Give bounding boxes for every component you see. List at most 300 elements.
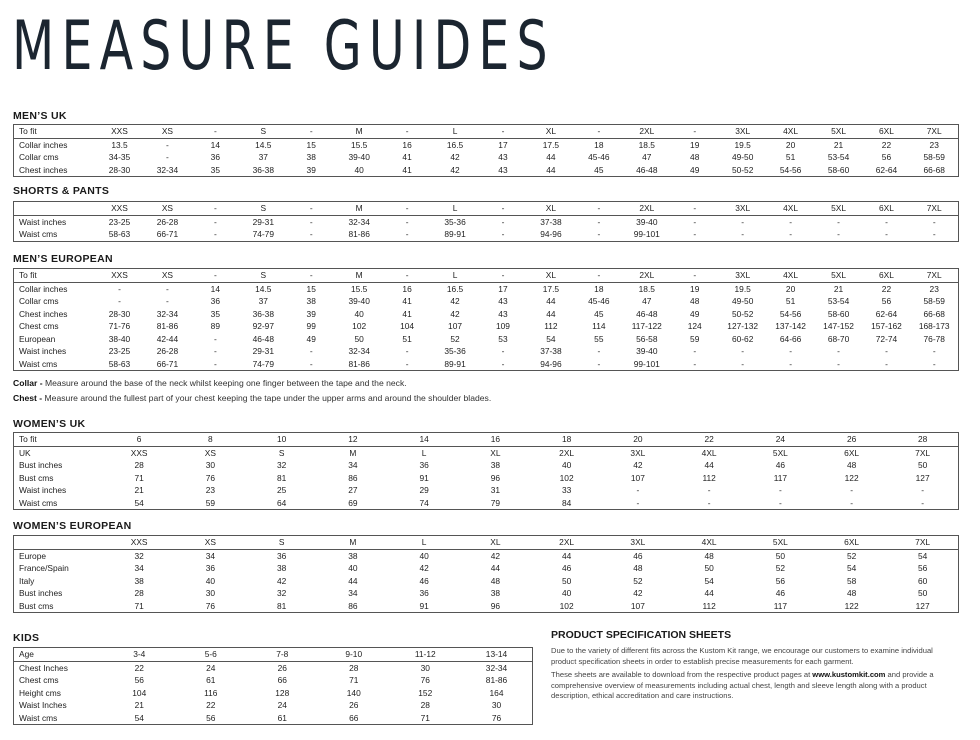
table-cell: 28	[134, 588, 144, 598]
table-cell: 34	[134, 563, 144, 573]
table-cell: 29	[419, 485, 429, 495]
table-cell: 122	[844, 600, 859, 611]
row-label: Waist cms	[19, 229, 58, 239]
table-cell: 38	[348, 550, 358, 561]
table-cell: 17.5	[542, 139, 560, 150]
table-cell: 2XL	[531, 536, 602, 550]
table-cell: 5XL	[815, 202, 863, 216]
table-cell: 3-4	[104, 648, 176, 662]
table-cell: 44	[348, 575, 358, 586]
table-cell: -	[191, 202, 239, 216]
table-cell: 66-71	[156, 358, 179, 369]
table-cell: 69	[348, 497, 358, 508]
table-cell: -	[405, 229, 409, 239]
row-label: Waist inches	[19, 216, 67, 227]
table-cell: -	[707, 497, 711, 508]
table-cell: -	[741, 229, 745, 239]
table-cell: -	[501, 229, 505, 239]
table-cell: 42	[450, 164, 460, 175]
table-cell: 38	[276, 563, 287, 573]
table-cell: 15.5	[351, 139, 368, 150]
table-cell: 45	[594, 164, 604, 175]
table-cell: 46	[775, 588, 786, 598]
table-cell: 117	[773, 472, 788, 483]
table-cell: -	[287, 269, 335, 283]
table-cell: 117	[773, 600, 788, 611]
table-cell: 76	[205, 600, 216, 611]
website-link[interactable]: www.kustomkit.com	[812, 670, 886, 679]
table-cell: -	[383, 202, 431, 216]
table-cell: -	[885, 346, 888, 356]
table-cell: 34	[348, 460, 358, 470]
table-cell: 47	[642, 152, 652, 162]
table-cell: XXS	[130, 447, 148, 458]
table-cell: 91	[419, 472, 429, 483]
table-cell: 24	[277, 700, 287, 710]
table-cell: -	[932, 229, 936, 239]
table-cell: 38	[306, 296, 316, 306]
table-cell: 28	[887, 433, 958, 447]
table-cell: L	[431, 125, 479, 139]
table-row	[14, 269, 959, 283]
table-row	[14, 308, 959, 321]
table-cell: 11-12	[390, 648, 462, 662]
table-cell: 18	[531, 433, 602, 447]
table-cell: 39-40	[348, 152, 370, 162]
table-cell: 55	[594, 333, 604, 344]
table-cell: 37-38	[540, 216, 562, 227]
table-cell: 48	[490, 575, 501, 586]
table-cell: 47	[642, 296, 652, 306]
table-cell: 54-56	[779, 308, 802, 319]
table-cell: S	[278, 447, 285, 458]
table-cell: 14	[210, 283, 220, 294]
table-row	[14, 202, 959, 216]
table-cell: XXS	[96, 269, 144, 283]
table-cell: 48	[690, 296, 700, 306]
table-cell: 40	[354, 308, 364, 319]
table-cell: 18.5	[638, 283, 655, 294]
table-cell: 7XL	[910, 125, 958, 139]
table-cell: 74-79	[252, 229, 274, 239]
table-cell: -	[885, 216, 888, 227]
table-row	[14, 333, 959, 346]
table-cell: 76	[491, 712, 502, 723]
table-cell: 54	[704, 575, 714, 586]
table-cell: 27	[348, 485, 358, 495]
table-cell: -	[166, 139, 169, 150]
table-cell: 6XL	[863, 269, 911, 283]
table-cell: 102	[559, 600, 574, 611]
table-cell: 99	[306, 321, 316, 331]
table-cell: 81-86	[156, 321, 179, 331]
table-cell: 109	[495, 321, 510, 331]
table-cell: 79	[490, 497, 501, 508]
table-cell: 50	[704, 563, 714, 573]
row-label: Waist inches	[19, 485, 67, 495]
table-cell: 54	[546, 333, 556, 344]
table-cell: 81	[276, 472, 287, 483]
table-row	[14, 674, 533, 687]
table-cell: 26	[816, 433, 887, 447]
table-cell: -	[597, 229, 601, 239]
table-cell: 41	[402, 152, 412, 162]
table-cell: 24	[745, 433, 816, 447]
table-cell: 21	[833, 139, 844, 150]
table-cell: 91	[419, 600, 429, 611]
table-cell: -	[741, 358, 745, 369]
row-label: To fit	[14, 433, 104, 447]
table-cell: 13.5	[111, 139, 128, 150]
table-cell: -	[166, 283, 169, 294]
table-cell: -	[501, 346, 505, 356]
table-cell: 50-52	[731, 164, 754, 175]
table-cell: 94-96	[540, 358, 562, 369]
table-row	[14, 345, 959, 358]
table-cell: 60-62	[731, 333, 754, 344]
table-cell: 19.5	[734, 283, 751, 294]
table-cell: -	[118, 296, 121, 306]
table-row	[14, 125, 959, 139]
table-cell: 4XL	[701, 447, 717, 458]
table-cell: 40	[348, 563, 358, 573]
table-cell: 20	[785, 283, 796, 294]
table-cell: 127	[915, 600, 930, 611]
table-cell: -	[671, 125, 719, 139]
table-cell: -	[693, 346, 697, 356]
table-cell: 33	[561, 485, 572, 495]
table-cell: 56	[881, 152, 892, 162]
table-cell: 71	[420, 712, 430, 723]
table-cell: -	[789, 229, 792, 239]
table-row	[14, 699, 533, 712]
table-cell: 22	[134, 662, 144, 673]
table-cell: XXS	[96, 125, 144, 139]
table-cell: 36	[210, 152, 220, 162]
table-cell: -	[932, 346, 936, 356]
table-cell: 107	[448, 321, 463, 331]
table-cell: 20	[602, 433, 673, 447]
row-label: To fit	[14, 125, 96, 139]
table-cell: -	[191, 125, 239, 139]
table-cell: 2XL	[623, 125, 671, 139]
table-cell: 76-78	[923, 333, 945, 344]
table-cell: 128	[275, 687, 290, 698]
table-cell: -	[636, 497, 640, 508]
table-row	[14, 295, 959, 308]
collar-note-term: Collar -	[13, 378, 43, 388]
table-cell: -	[837, 358, 840, 369]
table-cell: -	[405, 346, 409, 356]
table-cell: 50	[354, 333, 364, 344]
table-cell: -	[309, 229, 313, 239]
table-cell: 61	[206, 675, 216, 685]
table-cell: 22	[674, 433, 745, 447]
row-label: Collar inches	[19, 139, 68, 150]
table-cell: 51	[402, 333, 412, 344]
table-cell: -	[118, 283, 121, 294]
table-cell: 41	[402, 164, 412, 175]
table-cell: 56-58	[636, 333, 658, 344]
table-cell: 107	[630, 472, 645, 483]
table-cell: 23-25	[108, 346, 131, 356]
table-cell: -	[932, 216, 936, 227]
table-cell: 8	[175, 433, 246, 447]
table-cell: 26	[277, 662, 287, 673]
table-cell: 44	[561, 550, 572, 561]
table-cell: 3XL	[719, 125, 767, 139]
table-cell: 76	[420, 675, 430, 685]
table-cell: 16	[460, 433, 531, 447]
table-cell: 37-38	[540, 346, 562, 356]
table-cell: 6	[104, 433, 175, 447]
table-row	[14, 446, 959, 459]
row-label: Bust inches	[19, 588, 63, 598]
table-cell: 58-59	[923, 152, 945, 162]
table-cell: 30	[491, 700, 502, 710]
table-cell: 39-40	[636, 216, 658, 227]
table-cell: M	[317, 536, 388, 550]
row-label	[14, 202, 96, 216]
table-cell: XL	[460, 536, 531, 550]
table-cell: 9-10	[318, 648, 390, 662]
table-cell: 22	[881, 283, 892, 294]
table-cell: -	[932, 358, 936, 369]
table-row	[14, 433, 959, 447]
table-cell: -	[479, 202, 527, 216]
table-cell: 5-6	[175, 648, 247, 662]
table-cell: 56	[917, 563, 928, 573]
table-cell: XS	[143, 125, 191, 139]
table-cell: -	[597, 346, 601, 356]
table-cell: 18	[594, 283, 604, 294]
table-cell: 6XL	[844, 447, 860, 458]
table-cell: S	[239, 125, 287, 139]
table-cell: -	[575, 125, 623, 139]
row-label: Age	[14, 648, 104, 662]
table-cell: 58-59	[923, 296, 945, 306]
table-cell: 64-66	[779, 333, 802, 344]
table-cell: XL	[527, 202, 575, 216]
table-cell: 5XL	[772, 447, 788, 458]
table-cell: 58-63	[108, 358, 131, 369]
table-cell: 44	[546, 296, 556, 306]
table-cell: 56	[134, 675, 144, 685]
table-cell: 36	[419, 460, 429, 470]
section-heading-shorts-pants: SHORTS & PANTS	[13, 185, 110, 197]
table-row	[14, 712, 533, 725]
table-cell: -	[166, 296, 169, 306]
table-row	[14, 484, 959, 497]
row-label: To fit	[14, 269, 96, 283]
table-cell: 48	[633, 563, 643, 573]
table-cell: 19	[690, 139, 700, 150]
table-cell: 46-48	[636, 164, 658, 175]
table-cell: 38	[306, 152, 316, 162]
table-cell: 45-46	[588, 152, 610, 162]
table-cell: L	[421, 447, 427, 458]
table-cell: 7XL	[915, 447, 931, 458]
row-label: Italy	[19, 575, 35, 586]
table-cell: -	[287, 125, 335, 139]
section-heading-womens-uk: WOMEN’S UK	[13, 418, 86, 430]
table-cell: 26-28	[156, 346, 179, 356]
table-cell: XS	[204, 447, 216, 458]
section-heading-mens-european: MEN’S EUROPEAN	[13, 253, 113, 265]
table-cell: 114	[592, 321, 606, 331]
row-label: Collar cms	[19, 152, 59, 162]
table-cell: 35	[210, 308, 220, 319]
product-spec-para2-end: and provide a comprehensive overview of measurements including actual chest, length and sleeve length along with a product description, ethical accreditation and care instructions.	[551, 670, 934, 700]
table-cell: 23-25	[108, 216, 131, 227]
table-cell: 89	[210, 321, 220, 331]
table-cell: -	[309, 358, 313, 369]
row-label: Bust cms	[19, 600, 54, 611]
table-cell: 60	[917, 575, 928, 586]
table-cell: XS	[143, 269, 191, 283]
table-cell: 48	[690, 152, 700, 162]
table-cell: -	[597, 216, 601, 227]
table-cell: 45	[594, 308, 604, 319]
table-cell: 36	[276, 550, 287, 561]
table-cell: 37	[258, 152, 268, 162]
table-cell: 19.5	[734, 139, 751, 150]
table-cell: 54	[846, 563, 857, 573]
table-cell: 58	[846, 575, 857, 586]
table-cell: 28	[420, 700, 430, 710]
table-cell: 14.5	[255, 139, 272, 150]
table-cell: 20	[785, 139, 796, 150]
table-cell: 5XL	[815, 269, 863, 283]
table-cell: 49	[306, 333, 316, 344]
table-cell: S	[239, 202, 287, 216]
table-cell: 42	[450, 296, 460, 306]
size-table-mens-uk	[13, 124, 959, 177]
table-cell: 72-74	[875, 333, 898, 344]
table-cell: 66	[277, 675, 287, 685]
table-cell: 35-36	[444, 346, 466, 356]
table-cell: 36-38	[252, 164, 274, 175]
table-cell: 15	[306, 283, 316, 294]
table-cell: 24	[206, 662, 216, 673]
table-row	[14, 587, 959, 600]
table-cell: 43	[498, 164, 508, 175]
table-cell: XXS	[96, 202, 144, 216]
table-cell: 42	[633, 588, 643, 598]
table-row	[14, 648, 533, 662]
table-cell: 32-34	[348, 216, 370, 227]
table-cell: -	[479, 125, 527, 139]
table-cell: M	[335, 269, 383, 283]
table-cell: 32-34	[156, 164, 179, 175]
table-cell: 3XL	[719, 202, 767, 216]
table-cell: 16.5	[446, 283, 464, 294]
table-cell: 23	[929, 139, 939, 150]
page-title: MEASURE GUIDES	[12, 7, 555, 86]
table-cell: 32-34	[156, 308, 179, 319]
table-cell: 38	[490, 460, 501, 470]
table-cell: 86	[348, 472, 358, 483]
table-row	[14, 320, 959, 333]
table-cell: 44	[704, 588, 714, 598]
row-label: Chest inches	[19, 164, 68, 175]
table-cell: 44	[546, 152, 556, 162]
table-cell: 2XL	[623, 202, 671, 216]
table-cell: 6XL	[863, 202, 911, 216]
table-cell: -	[383, 269, 431, 283]
table-cell: 36	[419, 588, 429, 598]
table-cell: 41	[402, 308, 412, 319]
table-cell: 3XL	[602, 536, 673, 550]
table-cell: 96	[490, 600, 501, 611]
table-cell: 49-50	[731, 152, 754, 162]
table-cell: 157-162	[871, 321, 902, 331]
table-cell: 46-48	[636, 308, 658, 319]
table-cell: 7XL	[887, 536, 958, 550]
table-cell: 66-68	[923, 164, 945, 175]
size-table-shorts-pants	[13, 201, 959, 242]
table-cell: 50-52	[731, 308, 754, 319]
table-cell: 140	[346, 687, 361, 698]
table-cell: 81	[276, 600, 287, 611]
table-cell: 89-91	[444, 358, 466, 369]
table-cell: 12	[317, 433, 388, 447]
table-cell: 64	[276, 497, 287, 508]
table-cell: 40	[205, 575, 216, 586]
table-cell: 76	[205, 472, 216, 483]
table-cell: -	[501, 216, 505, 227]
table-cell: 18.5	[638, 139, 655, 150]
table-cell: -	[741, 216, 745, 227]
table-cell: 32	[134, 550, 144, 561]
row-label: Waist cms	[19, 712, 58, 723]
table-row	[14, 497, 959, 510]
table-cell: 30	[205, 460, 216, 470]
table-cell: -	[789, 346, 792, 356]
table-cell: 28	[134, 460, 144, 470]
table-cell: -	[166, 152, 169, 162]
table-cell: 49-50	[731, 296, 754, 306]
table-cell: 44	[546, 164, 556, 175]
table-cell: -	[191, 269, 239, 283]
table-cell: 46-48	[252, 333, 274, 344]
table-cell: 15.5	[351, 283, 368, 294]
table-cell: -	[309, 216, 313, 227]
table-cell: 66-68	[923, 308, 945, 319]
table-cell: 53-54	[827, 296, 850, 306]
table-cell: -	[575, 202, 623, 216]
table-cell: 4XL	[767, 202, 815, 216]
table-cell: 32-34	[485, 662, 508, 673]
table-cell: 81-86	[485, 675, 508, 685]
row-label: Waist inches	[19, 346, 67, 356]
table-cell: 44	[704, 460, 714, 470]
table-cell: 23	[929, 283, 939, 294]
row-label	[14, 536, 104, 550]
table-cell: 2XL	[623, 269, 671, 283]
table-cell: 23	[205, 485, 216, 495]
table-cell: 81-86	[348, 229, 370, 239]
table-cell: 96	[490, 472, 501, 483]
table-cell: 42-44	[156, 333, 179, 344]
table-cell: XL	[527, 269, 575, 283]
table-cell: 58-60	[827, 308, 850, 319]
table-cell: M	[335, 202, 383, 216]
table-cell: 71-76	[108, 321, 131, 331]
table-cell: 71	[349, 675, 359, 685]
table-cell: 21	[134, 700, 144, 710]
table-cell: 42	[276, 575, 287, 586]
